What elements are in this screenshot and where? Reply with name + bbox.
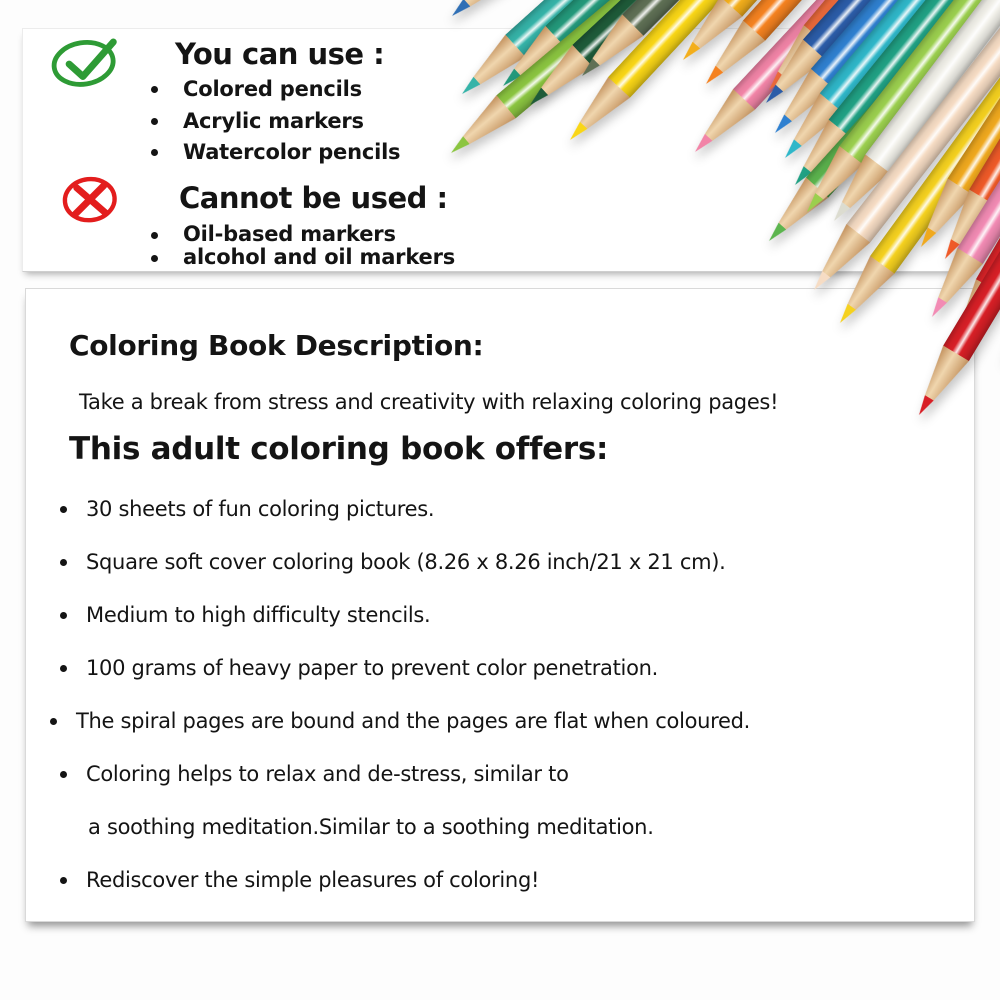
list-item: Rediscover the simple pleasures of coloring! — [56, 867, 954, 893]
list-item: Colored pencils — [151, 77, 400, 102]
description-card — [25, 288, 975, 922]
list-item: Square soft cover coloring book (8.26 x 8.26 inch/21 x 21 cm). — [56, 549, 954, 575]
list-item: 100 grams of heavy paper to prevent color penetration. — [56, 655, 954, 681]
list-item: alcohol and oil markers — [151, 246, 455, 269]
usage-card — [22, 28, 975, 272]
list-item: Acrylic markers — [151, 109, 400, 134]
cannot-use-list — [151, 223, 455, 269]
list-item: 30 sheets of fun coloring pictures. — [56, 496, 954, 522]
list-item: Coloring helps to relax and de-stress, similar to — [56, 761, 954, 787]
check-circle-icon — [49, 33, 121, 91]
colored-pencil — [989, 95, 1000, 370]
list-item-continuation: a soothing meditation.Similar to a soothing meditation. — [88, 815, 654, 839]
list-item: Watercolor pencils — [151, 140, 400, 165]
list-item: Oil-based markers — [151, 223, 455, 246]
description-intro: Take a break from stress and creativity with relaxing coloring pages! — [79, 390, 779, 414]
description-subtitle: This adult coloring book offers: — [69, 431, 609, 467]
list-item: Medium to high difficulty stencils. — [56, 602, 954, 628]
description-title: Coloring Book Description: — [69, 329, 484, 362]
can-use-title: You can use : — [175, 37, 385, 71]
cannot-use-title: Cannot be used : — [179, 181, 448, 215]
features-list — [56, 496, 954, 920]
can-use-list — [151, 77, 400, 172]
cross-circle-icon — [57, 171, 125, 227]
list-item: The spiral pages are bound and the pages are flat when coloured. — [46, 708, 954, 734]
colored-pencil — [442, 0, 715, 27]
